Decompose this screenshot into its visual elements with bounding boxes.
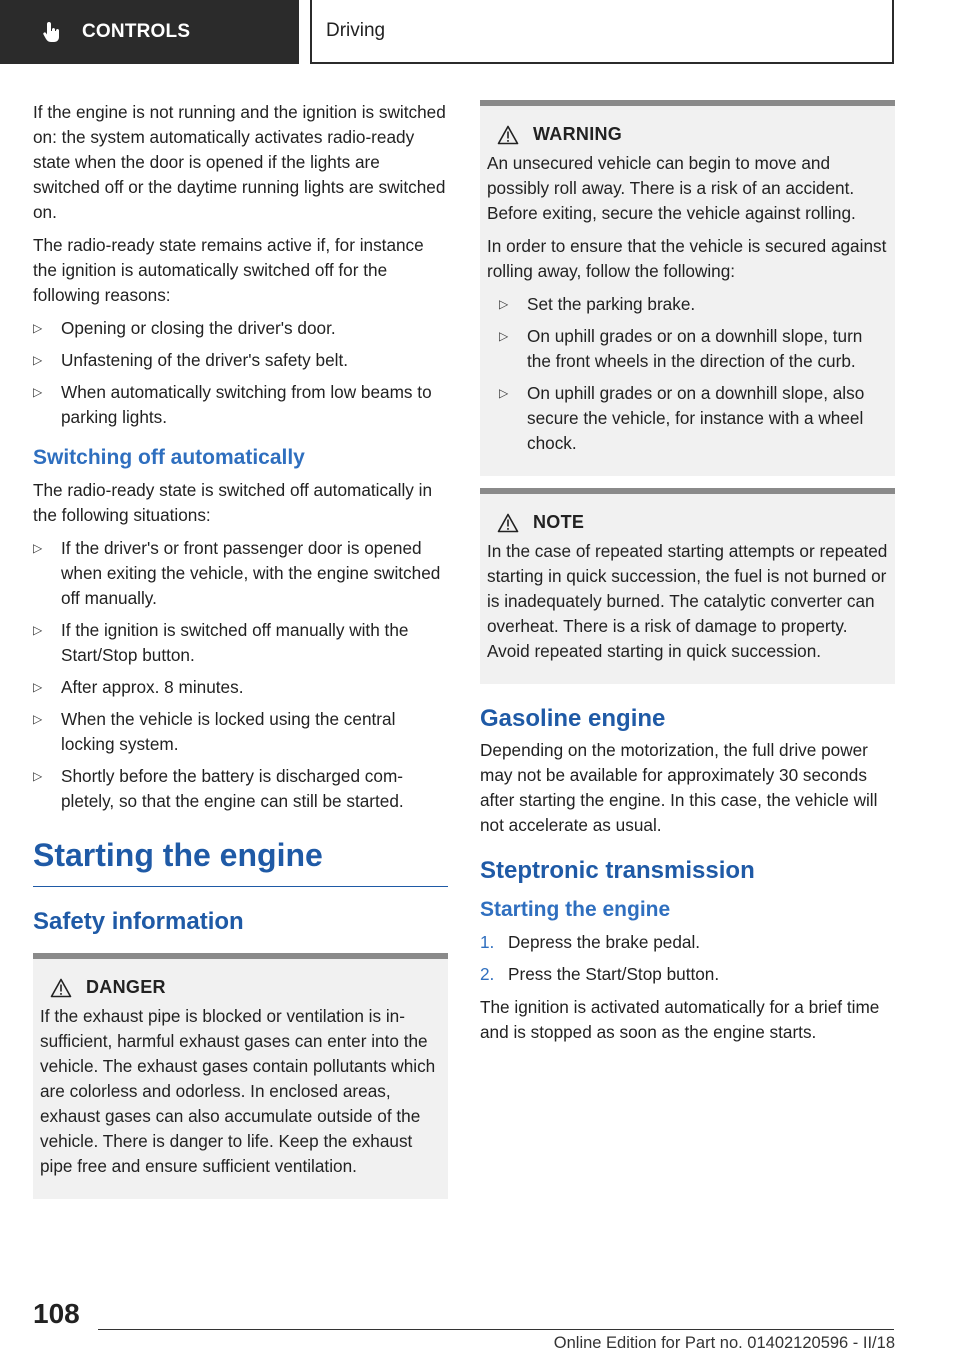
list-item: ▷ When automatically switching from low beams to parking lights. <box>33 380 448 430</box>
bullet-list <box>33 316 448 430</box>
list-item: ▷ Opening or closing the driver's door. <box>33 316 448 341</box>
section-label: CONTROLS <box>82 21 191 42</box>
list-item: ▷ Set the parking brake. <box>499 292 888 317</box>
list-item <box>480 930 895 955</box>
bullet-list <box>499 292 888 456</box>
note-text: In the case of repeated starting attempts or repeated starting in quick succession, the fuel is not burned or is inadequately burned. The catalytic converter can overheat. There is a risk of damage to property. Avoid repeated starting in quick succession. <box>487 541 888 661</box>
heading-safety-information: Safety information <box>33 908 244 935</box>
heading-steptronic-transmission: Steptronic transmission <box>480 857 755 884</box>
paragraph: An unsecured vehicle can begin to move and possibly roll away. There is a risk of an accident. Before exiting, secure the vehicle against rolling. <box>487 153 856 223</box>
chapter-tab <box>310 0 894 64</box>
warning-box <box>480 100 895 476</box>
page-header <box>0 0 960 66</box>
danger-text: If the exhaust pipe is blocked or ventilation is insufficient, harmful exhaust gases can enter into the vehicle. The exhaust gases contain pollutants which are colorless and odorless. In enclosed areas, exhaust gases can also accumulate outside of the vehicle. There is danger to life. Keep the exhaust pipe free and ensure sufficient ventilation. <box>40 1006 436 1176</box>
list-item: ▷ When the vehicle is locked using the central locking system. <box>33 707 448 757</box>
list-item: ▷ Unfastening of the driver's safety belt. <box>33 348 448 373</box>
note-box <box>480 488 895 684</box>
paragraph: Depending on the motorization, the full drive power may not be available for approximately 30 seconds after starting the engine. In this case, the vehicle will not accelerate as usual. <box>480 740 878 835</box>
right-column <box>480 100 895 1053</box>
warning-triangle-icon <box>497 513 519 533</box>
danger-title: DANGER <box>86 977 166 997</box>
section-tab <box>0 0 299 64</box>
numbered-list <box>480 930 895 987</box>
list-item: ▷ If the driver's or front passenger door is opened when exiting the vehicle, with the engine switched off manually. <box>33 536 448 611</box>
paragraph: The radio-ready state remains active if, for instance the ignition is automatically switched off for the following reasons: <box>33 235 424 305</box>
warning-title-row <box>487 124 888 145</box>
danger-title-row <box>40 977 441 998</box>
list-item: ▷ On uphill grades or on a downhill slope, also secure the vehicle, for instance with a wheel chock. <box>499 381 888 456</box>
step-text: Press the Start/Stop button. <box>508 964 720 984</box>
heading-starting-engine: Starting the engine <box>33 834 448 887</box>
paragraph: In order to ensure that the vehicle is secured against rolling away, follow the following: <box>487 236 887 281</box>
heading-gasoline-engine: Gasoline engine <box>480 705 666 732</box>
list-item <box>480 962 895 987</box>
list-item: ▷ After approx. 8 minutes. <box>33 675 448 700</box>
list-item: ▷ Shortly before the battery is discharged completely, so that the engine can still be started. <box>33 764 448 814</box>
subheading-starting-engine: Starting the engine <box>480 898 671 921</box>
warning-title: WARNING <box>533 124 623 144</box>
warning-triangle-icon <box>497 125 519 145</box>
paragraph: The radio-ready state is switched off automatically in the following situations: <box>33 480 433 525</box>
list-item: ▷ On uphill grades or on a downhill slope, turn the front wheels in the direction of the curb. <box>499 324 888 374</box>
danger-box <box>33 953 448 1199</box>
bullet-list <box>33 536 448 814</box>
footer-divider <box>98 1329 894 1330</box>
subheading-switching-off: Switching off automatically <box>33 446 305 469</box>
page-number: 108 <box>33 1298 80 1329</box>
paragraph: The ignition is activated automatically for a brief time and is stopped as soon as the engine starts. <box>480 997 880 1042</box>
left-column <box>33 100 448 1211</box>
note-title-row <box>487 512 888 533</box>
warning-triangle-icon <box>50 978 72 998</box>
chapter-label: Driving <box>326 20 386 41</box>
step-number: 2. <box>480 964 495 984</box>
hand-pointer-icon <box>40 20 64 44</box>
step-number: 1. <box>480 932 495 952</box>
step-text: Depress the brake pedal. <box>508 932 701 952</box>
note-title: NOTE <box>533 512 585 532</box>
list-item: ▷ If the ignition is switched off manually with the Start/Stop button. <box>33 618 448 668</box>
edition-note: Online Edition for Part no. 01402120596 - II/18 <box>553 1334 895 1352</box>
paragraph: If the engine is not running and the ignition is switched on: the system automatically activates radio-ready state when the door is opened if the lights are switched off or the daytime running lights are switched on. <box>33 102 446 222</box>
